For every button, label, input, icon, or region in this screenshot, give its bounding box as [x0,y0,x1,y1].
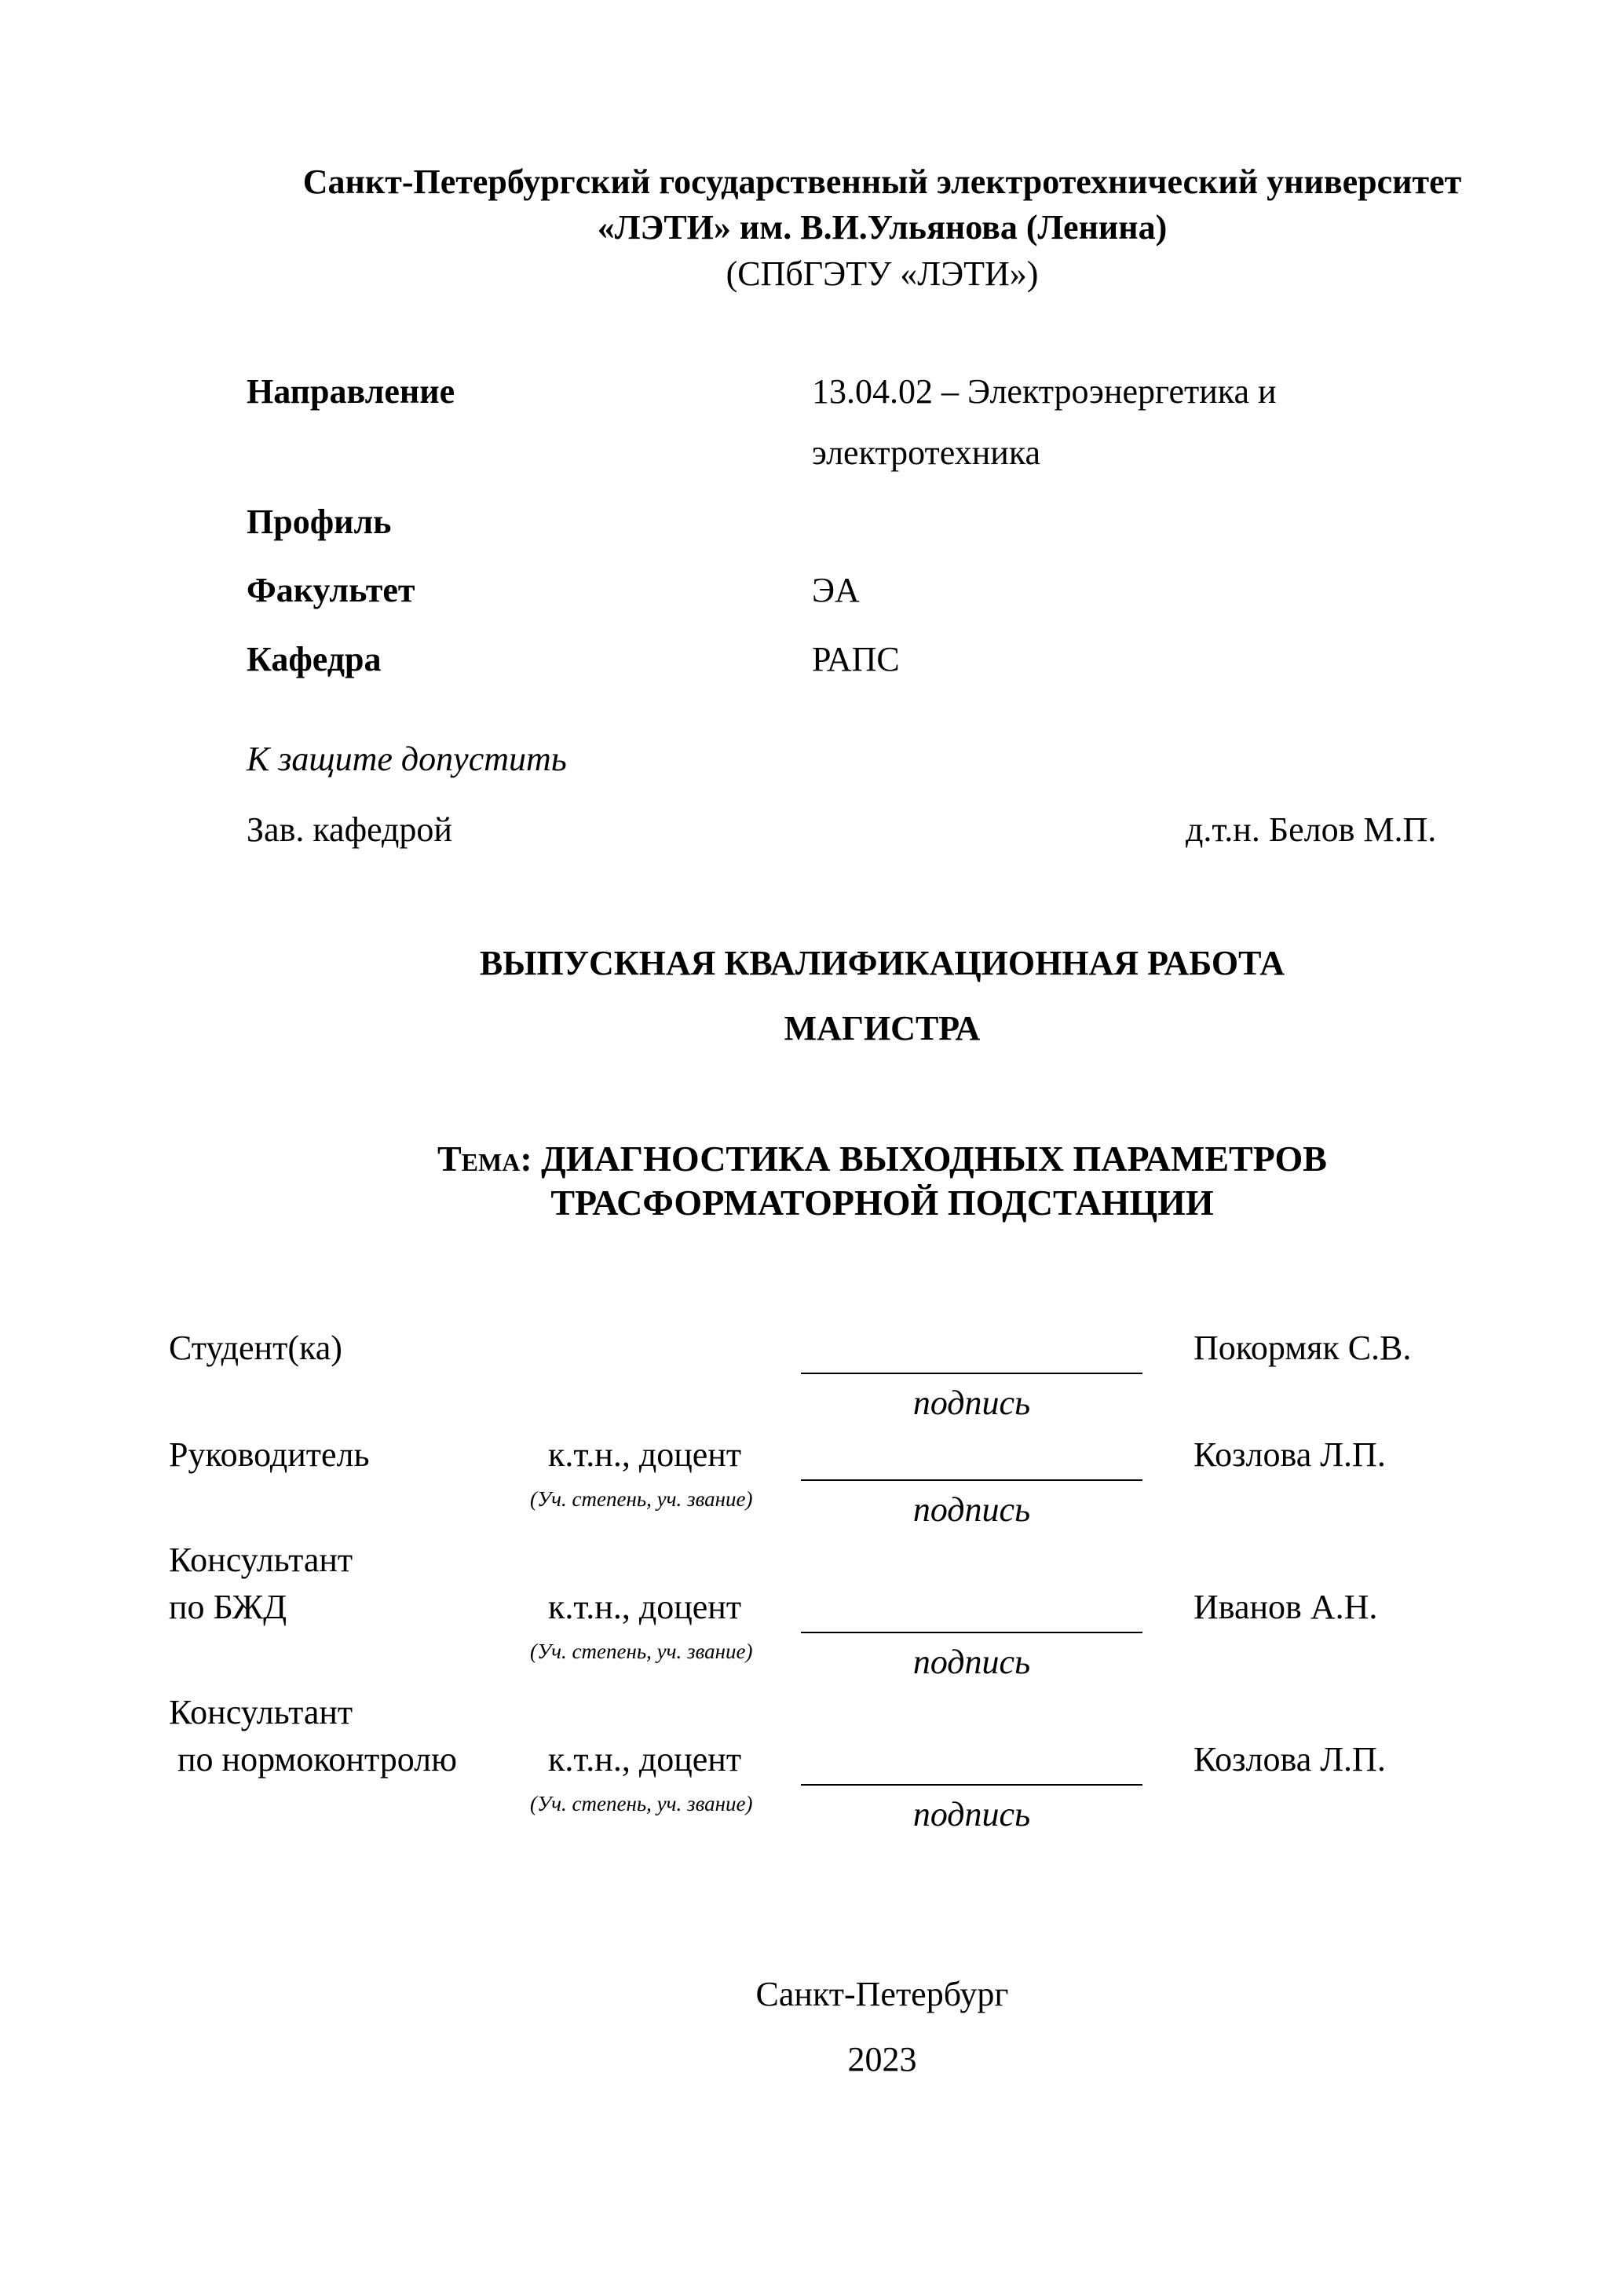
norm-consultant-label-line2: по нормоконтролю [177,1740,457,1779]
faculty-value: ЭА [812,571,860,609]
safety-consultant-degree-caption: (Уч. степень, уч. звание) [530,1640,753,1663]
footer-year: 2023 [847,2040,917,2078]
footer-city: Санкт-Петербург [755,1975,1009,2013]
supervisor-label: Руководитель [169,1435,370,1474]
student-name: Покормяк С.В. [1193,1329,1412,1367]
head-of-department-label: Зав. кафедрой [247,810,452,849]
safety-consultant-degree: к.т.н., доцент [548,1588,742,1626]
safety-consultant-signature-caption: подпись [912,1643,1031,1681]
university-name-line2: «ЛЭТИ» им. В.И.Ульянова (Ленина) [597,208,1168,247]
norm-consultant-degree-caption: (Уч. степень, уч. звание) [530,1792,753,1815]
norm-consultant-signature-caption: подпись [912,1795,1031,1834]
supervisor-signature-caption: подпись [912,1490,1031,1529]
supervisor-degree-caption: (Уч. степень, уч. звание) [530,1487,753,1511]
supervisor-name: Козлова Л.П. [1193,1435,1386,1474]
work-type-line1: ВЫПУСКНАЯ КВАЛИФИКАЦИОННАЯ РАБОТА [479,944,1285,982]
supervisor-degree: к.т.н., доцент [548,1435,742,1474]
admit-to-defense: К защите допустить [247,740,567,778]
topic-title-line1: ДИАГНОСТИКА ВЫХОДНЫХ ПАРАМЕТРОВ [541,1139,1327,1179]
safety-consultant-signature-line [801,1632,1142,1633]
student-label: Студент(ка) [169,1329,342,1367]
profile-label: Профиль [247,503,392,541]
university-abbreviation: (СПбГЭТУ «ЛЭТИ») [726,254,1039,293]
safety-consultant-label-line1: Консультант [169,1541,353,1579]
direction-value-line2: электротехника [812,433,1041,472]
topic-title-line2: ТРАСФОРМАТОРНОЙ ПОДСТАНЦИИ [550,1183,1214,1223]
safety-consultant-label-line2: по БЖД [169,1588,287,1626]
student-signature-line [801,1373,1142,1374]
topic-label: Тема: [437,1139,532,1179]
faculty-label: Факультет [247,571,415,609]
direction-value-line1: 13.04.02 – Электроэнергетика и [812,372,1277,411]
university-name-line1: Санкт-Петербургский государственный электротехнический университет [302,163,1462,201]
norm-consultant-name: Козлова Л.П. [1193,1740,1386,1779]
norm-consultant-degree: к.т.н., доцент [548,1740,742,1779]
norm-consultant-signature-line [801,1784,1142,1786]
work-type-line2: МАГИСТРА [784,1009,981,1047]
student-signature-caption: подпись [912,1384,1031,1422]
topic-line1 [0,1137,1623,1181]
direction-label: Направление [247,372,455,411]
supervisor-signature-line [801,1479,1142,1481]
department-value: РАПС [812,640,900,678]
department-label: Кафедра [247,640,382,678]
safety-consultant-name: Иванов А.Н. [1193,1588,1378,1626]
head-of-department-name: д.т.н. Белов М.П. [1186,810,1437,849]
norm-consultant-label-line1: Консультант [169,1693,353,1731]
